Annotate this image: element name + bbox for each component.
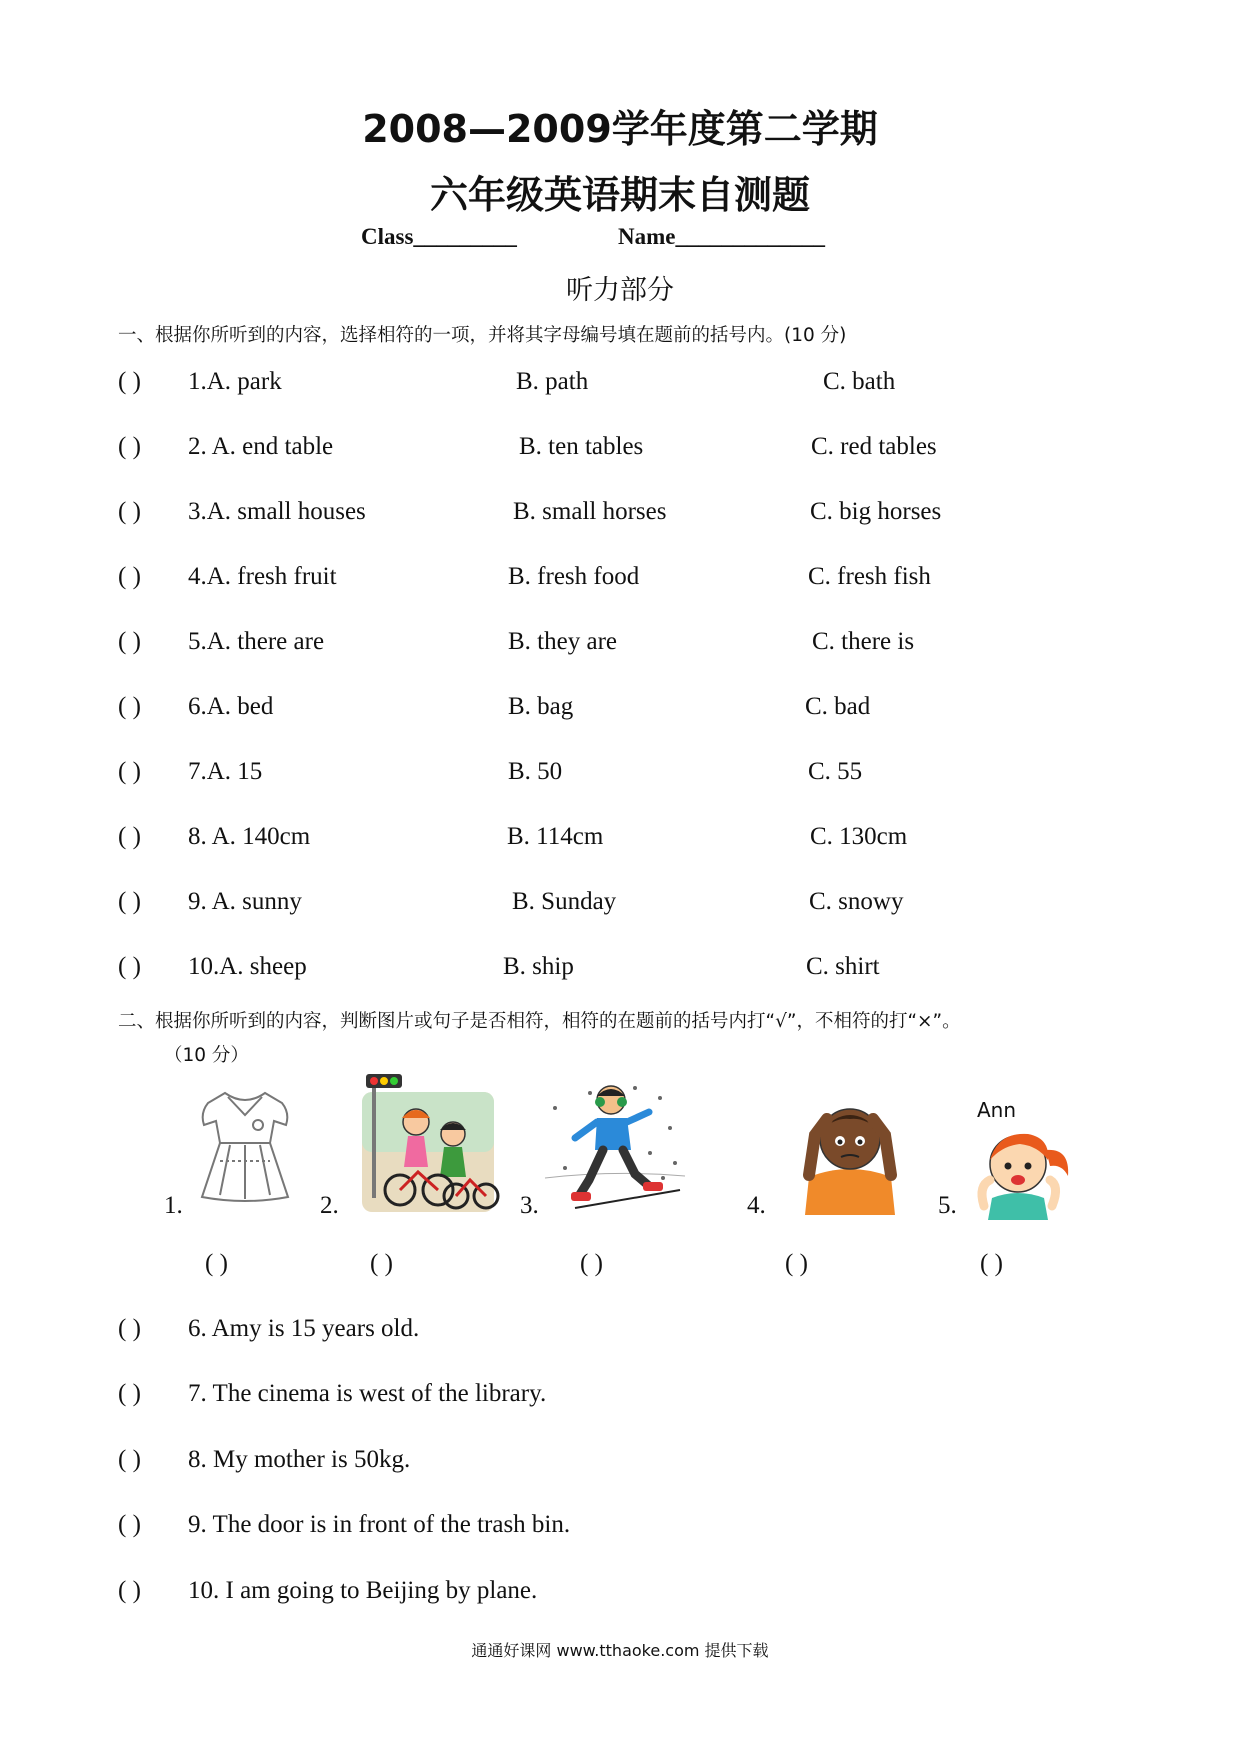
part1-q2-option-b: B. ten tables xyxy=(519,433,644,460)
part2-q7-bracket: ( ) xyxy=(118,1380,141,1407)
picture-4-bracket: ( ) xyxy=(785,1250,808,1277)
girls-riding-bikes-icon xyxy=(358,1072,498,1217)
part1-q8-option-a: 8. A. 140cm xyxy=(188,823,311,850)
part1-q7-option-b: B. 50 xyxy=(508,758,563,785)
part2-q8-bracket: ( ) xyxy=(118,1446,141,1473)
part2-q6-text: 6. Amy is 15 years old. xyxy=(188,1315,420,1342)
picture-1-bracket: ( ) xyxy=(205,1250,228,1277)
part2-q9-text: 9. The door is in front of the trash bin. xyxy=(188,1511,571,1538)
footer-credit: 通通好课网 www.tthaoke.com 提供下载 xyxy=(471,1641,769,1660)
part2-q8-text: 8. My mother is 50kg. xyxy=(188,1446,411,1473)
part1-q5-option-b: B. they are xyxy=(508,628,617,655)
part1-q10-option-c: C. shirt xyxy=(806,953,880,980)
part1-q2-option-a: 2. A. end table xyxy=(188,433,334,460)
part1-q1-option-b: B. path xyxy=(516,368,589,395)
part1-q3-option-c: C. big horses xyxy=(810,498,942,525)
part2-q9-bracket: ( ) xyxy=(118,1511,141,1538)
section-title: 听力部分 xyxy=(566,275,674,306)
ann-girl-icon xyxy=(958,1120,1088,1220)
picture-3-bracket: ( ) xyxy=(580,1250,603,1277)
part1-q6-bracket: ( ) xyxy=(118,693,141,720)
part2-score-note: （10 分） xyxy=(164,1045,249,1066)
part1-q3-bracket: ( ) xyxy=(118,498,141,525)
part1-q7-option-c: C. 55 xyxy=(808,758,863,785)
part1-q9-bracket: ( ) xyxy=(118,888,141,915)
part2-q10-text: 10. I am going to Beijing by plane. xyxy=(188,1577,538,1604)
part1-q10-bracket: ( ) xyxy=(118,953,141,980)
part1-q2-option-c: C. red tables xyxy=(811,433,937,460)
part1-q4-option-b: B. fresh food xyxy=(508,563,640,590)
part1-q5-bracket: ( ) xyxy=(118,628,141,655)
part1-q8-option-b: B. 114cm xyxy=(507,823,604,850)
part1-q5-option-a: 5.A. there are xyxy=(188,628,325,655)
boy-with-headache-icon xyxy=(785,1095,915,1215)
class-label: Class_________ xyxy=(361,224,517,249)
boy-skating-in-snow-icon xyxy=(545,1078,685,1213)
part1-q7-option-a: 7.A. 15 xyxy=(188,758,263,785)
exam-title-line1: 2008—2009学年度第二学期 xyxy=(362,107,878,151)
part1-q6-option-c: C. bad xyxy=(805,693,871,720)
part1-q10-option-b: B. ship xyxy=(503,953,574,980)
picture-1-number: 1. xyxy=(164,1192,183,1219)
part1-q9-option-c: C. snowy xyxy=(809,888,904,915)
part1-q8-bracket: ( ) xyxy=(118,823,141,850)
part1-q4-bracket: ( ) xyxy=(118,563,141,590)
part1-q3-option-b: B. small horses xyxy=(513,498,667,525)
picture-5-number: 5. xyxy=(938,1192,957,1219)
part1-q5-option-c: C. there is xyxy=(812,628,915,655)
exam-title-line2: 六年级英语期末自测题 xyxy=(429,173,810,217)
part1-q1-option-c: C. bath xyxy=(823,368,896,395)
picture-4-number: 4. xyxy=(747,1192,766,1219)
ann-label: Ann xyxy=(977,1098,1017,1122)
part2-instruction: 二、根据你所听到的内容，判断图片或句子是否相符，相符的在题前的括号内打“√”，不相符的打“×”。 xyxy=(118,1011,961,1032)
part1-q3-option-a: 3.A. small houses xyxy=(188,498,366,525)
part1-q6-option-b: B. bag xyxy=(508,693,574,720)
part1-q7-bracket: ( ) xyxy=(118,758,141,785)
picture-5-bracket: ( ) xyxy=(980,1250,1003,1277)
part2-q10-bracket: ( ) xyxy=(118,1577,141,1604)
part1-instruction: 一、根据你所听到的内容，选择相符的一项，并将其字母编号填在题前的括号内。(10 分) xyxy=(118,325,847,346)
name-label: Name_____________ xyxy=(618,224,825,249)
part1-q1-bracket: ( ) xyxy=(118,368,141,395)
part1-q2-bracket: ( ) xyxy=(118,433,141,460)
part1-q1-option-a: 1.A. park xyxy=(188,368,282,395)
dress-icon xyxy=(190,1085,300,1210)
part1-q9-option-b: B. Sunday xyxy=(512,888,617,915)
picture-2-number: 2. xyxy=(320,1192,339,1219)
part2-q7-text: 7. The cinema is west of the library. xyxy=(188,1380,547,1407)
part2-q6-bracket: ( ) xyxy=(118,1315,141,1342)
part1-q6-option-a: 6.A. bed xyxy=(188,693,274,720)
picture-3-number: 3. xyxy=(520,1192,539,1219)
part1-q10-option-a: 10.A. sheep xyxy=(188,953,307,980)
part1-q8-option-c: C. 130cm xyxy=(810,823,908,850)
picture-2-bracket: ( ) xyxy=(370,1250,393,1277)
part1-q4-option-c: C. fresh fish xyxy=(808,563,931,590)
part1-q4-option-a: 4.A. fresh fruit xyxy=(188,563,337,590)
part1-q9-option-a: 9. A. sunny xyxy=(188,888,302,915)
